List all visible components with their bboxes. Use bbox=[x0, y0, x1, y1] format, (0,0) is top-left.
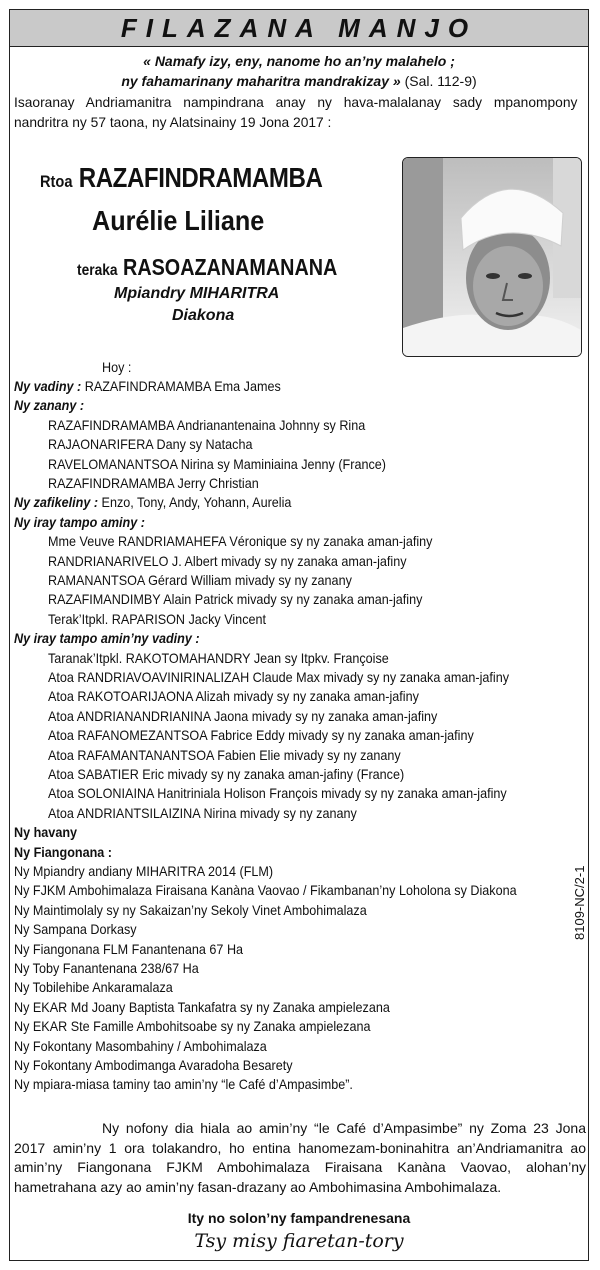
church-entry bbox=[14, 1038, 267, 1054]
verse-line-1: « Namafy izy, eny, nanome ho an’ny malahelo ; bbox=[143, 53, 455, 69]
family-member bbox=[48, 591, 422, 607]
family-group-heading bbox=[14, 514, 145, 530]
church-entry bbox=[14, 902, 367, 918]
deceased-role-1: Mpiandry MIHARITRA bbox=[114, 285, 280, 302]
section-heading-text: Ny Fiangonana : bbox=[14, 843, 113, 860]
church-entry bbox=[14, 1076, 353, 1092]
section-heading bbox=[14, 844, 112, 860]
family-member-text: Atoa RAKOTOARIJAONA Alizah mivady sy ny zanaka aman-jafiny bbox=[48, 688, 419, 705]
church-entry-text: Ny Fokontany Masombahiny / Ambohimalaza bbox=[14, 1037, 267, 1054]
church-entry bbox=[14, 960, 199, 976]
family-member-text: RAZAFINDRAMAMBA Jerry Christian bbox=[48, 475, 259, 491]
family-member-text: Atoa RAFANOMEZANTSOA Fabrice Eddy mivady sy ny zanaka aman-jafiny bbox=[48, 727, 474, 744]
family-member bbox=[48, 766, 404, 782]
deceased-title: Rtoa bbox=[40, 172, 73, 191]
church-entry-text: Ny EKAR Ste Famille Ambohitsoabe sy ny Zanaka ampielezana bbox=[14, 1018, 371, 1035]
intro-paragraph: Isaoranay Andriamanitra nampindrana anay ny hava-malalanay sady mpanompony nandritra ny 57 taona, ny Alatsinainy 19 Jona 2017 : bbox=[14, 94, 578, 130]
church-entry-text: Ny Tobilehibe Ankaramalaza bbox=[14, 979, 173, 996]
family-group-heading bbox=[14, 378, 281, 394]
deceased-maiden-line bbox=[77, 254, 337, 281]
family-member bbox=[48, 708, 437, 724]
family-group-label: Ny iray tampo amin’ny vadiny : bbox=[14, 630, 200, 647]
family-group-value: Enzo, Tony, Andy, Yohann, Aurelia bbox=[101, 494, 292, 511]
church-entry bbox=[14, 941, 243, 957]
deceased-given-name: Aurélie Liliane bbox=[92, 205, 265, 236]
deceased-surname-line bbox=[40, 162, 322, 194]
church-entry-text: Ny EKAR Md Joany Baptista Tankafatra sy ny Zanaka ampielezana bbox=[14, 998, 390, 1015]
deceased-maiden-name: RASOAZANAMANANA bbox=[123, 254, 338, 280]
family-member-text: Terak’Itpkl. RAPARISON Jacky Vincent bbox=[48, 610, 267, 627]
church-entry bbox=[14, 921, 137, 937]
family-member bbox=[48, 456, 386, 472]
church-entry-text: Ny Mpiandry andiany MIHARITRA 2014 (FLM) bbox=[14, 863, 274, 879]
family-group-label: Ny zafikeliny : bbox=[14, 494, 99, 511]
church-entry bbox=[14, 999, 390, 1015]
family-member-text: Atoa ANDRIANTSILAIZINA Nirina mivady sy ny zanany bbox=[48, 804, 357, 821]
family-member bbox=[48, 572, 352, 588]
church-entry bbox=[14, 1057, 293, 1073]
church-entry bbox=[14, 1018, 370, 1034]
family-member-text: RANDRIANARIVELO J. Albert mivady sy ny zanaka aman-jafiny bbox=[48, 552, 407, 569]
church-entry bbox=[14, 882, 517, 898]
family-member-text: RAMANANTSOA Gérard William mivady sy ny zanany bbox=[48, 572, 352, 588]
funeral-paragraph bbox=[14, 1119, 586, 1197]
family-member-text: RAVELOMANANTSOA Nirina sy Maminiaina Jenny (France) bbox=[48, 455, 386, 472]
church-entry-text: Ny Fokontany Ambodimanga Avaradoha Besarety bbox=[14, 1057, 293, 1073]
family-member bbox=[48, 611, 266, 627]
family-group-label: Ny iray tampo aminy : bbox=[14, 513, 145, 530]
deceased-photo bbox=[402, 157, 582, 357]
family-group-heading bbox=[14, 494, 291, 510]
sign-line-1: Ity no solon’ny fampandrenesana bbox=[187, 1210, 411, 1226]
church-entry-text: Ny Sampana Dorkasy bbox=[14, 921, 137, 938]
verse-text: ny fahamarinany maharitra mandrakizay » bbox=[121, 73, 401, 89]
family-member-text: RAJAONARIFERA Dany sy Natacha bbox=[48, 436, 253, 453]
family-member bbox=[48, 747, 401, 763]
banner-title: FILAZANA MANJO bbox=[120, 12, 478, 43]
family-member-text: Atoa RAFAMANTANANTSOA Fabien Elie mivady sy ny zanany bbox=[48, 746, 401, 763]
family-member bbox=[48, 669, 509, 685]
verse-reference: (Sal. 112-9) bbox=[404, 73, 477, 89]
family-member bbox=[48, 805, 357, 821]
family-member bbox=[48, 436, 252, 452]
family-member-text: RAZAFINDRAMAMBA Andrianantenaina Johnny sy Rina bbox=[48, 416, 366, 433]
sign-line-2: Tsy misy fiaretan-tory bbox=[194, 1230, 404, 1252]
hoy-label: Hoy : bbox=[102, 359, 132, 375]
family-member bbox=[48, 475, 259, 491]
side-reference-code: 8109-NC/2-1 bbox=[572, 865, 587, 940]
obituary-notice bbox=[9, 9, 589, 1261]
family-member bbox=[48, 688, 419, 704]
church-entry-text: Ny mpiara-miasa taminy tao amin’ny “le Café d’Ampasimbe”. bbox=[14, 1076, 353, 1093]
family-group-heading bbox=[14, 630, 200, 646]
family-member-text: Taranak’Itpkl. RAKOTOMAHANDRY Jean sy Itpkv. Françoise bbox=[48, 649, 389, 666]
family-member-text: Atoa ANDRIANANDRIANINA Jaona mivady sy ny zanaka aman-jafiny bbox=[48, 707, 438, 724]
church-entry bbox=[14, 979, 173, 995]
deceased-role-2: Diakona bbox=[172, 307, 235, 324]
family-member bbox=[48, 417, 365, 433]
family-member bbox=[48, 650, 389, 666]
church-entry bbox=[14, 863, 273, 879]
family-member-text: Atoa SABATIER Eric mivady sy ny zanaka aman-jafiny (France) bbox=[48, 766, 405, 782]
family-group-heading bbox=[14, 397, 84, 413]
section-heading-text: Ny havany bbox=[14, 824, 78, 841]
church-entry-text: Ny FJKM Ambohimalaza Firaisana Kanàna Vaovao / Fikambanan’ny Loholona sy Diakona bbox=[14, 882, 517, 899]
notice-banner bbox=[10, 10, 588, 47]
family-group-label: Ny vadiny : bbox=[14, 378, 82, 394]
church-entry-text: Ny Maintimolaly sy ny Sakaizan’ny Sekoly Vinet Ambohimalaza bbox=[14, 901, 367, 918]
family-member-text: RAZAFIMANDIMBY Alain Patrick mivady sy ny zanaka aman-jafiny bbox=[48, 591, 423, 608]
family-member bbox=[48, 553, 407, 569]
family-member-text: Mme Veuve RANDRIAMAHEFA Véronique sy ny zanaka aman-jafiny bbox=[48, 533, 433, 550]
born-prefix: teraka bbox=[77, 262, 118, 279]
family-group-label: Ny zanany : bbox=[14, 397, 85, 414]
verse-line-2 bbox=[10, 73, 588, 89]
church-entry-text: Ny Toby Fanantenana 238/67 Ha bbox=[14, 960, 199, 976]
family-member-text: Atoa RANDRIAVOAVINIRINALIZAH Claude Max mivady sy ny zanaka aman-jafiny bbox=[48, 669, 509, 685]
family-member bbox=[48, 785, 507, 801]
funeral-text: Ny nofony dia hiala ao amin’ny “le Café d’Ampasimbe” ny Zoma 23 Jona 2017 amin’ny 1 ora tolakandro, ho entina hanomezam-boninahitra an’Andriamanitra ao amin’ny Fiangonana FJKM Ambohimalaza Firaisana Kanàna Vaovao, alohan’ny hametrahana azy ao amin’ny fasan-drazany ao Ambohimasina Ambohimalaza. bbox=[14, 1120, 586, 1195]
family-member-text: Atoa SOLONIAINA Hanitriniala Holison François mivady sy ny zanaka aman-jafiny bbox=[48, 785, 507, 802]
family-member bbox=[48, 727, 474, 743]
deceased-surname: RAZAFINDRAMAMBA bbox=[78, 162, 323, 193]
church-entry-text: Ny Fiangonana FLM Fanantenana 67 Ha bbox=[14, 940, 244, 957]
family-group-value: RAZAFINDRAMAMBA Ema James bbox=[84, 378, 281, 394]
family-member bbox=[48, 533, 432, 549]
section-heading bbox=[14, 824, 77, 840]
